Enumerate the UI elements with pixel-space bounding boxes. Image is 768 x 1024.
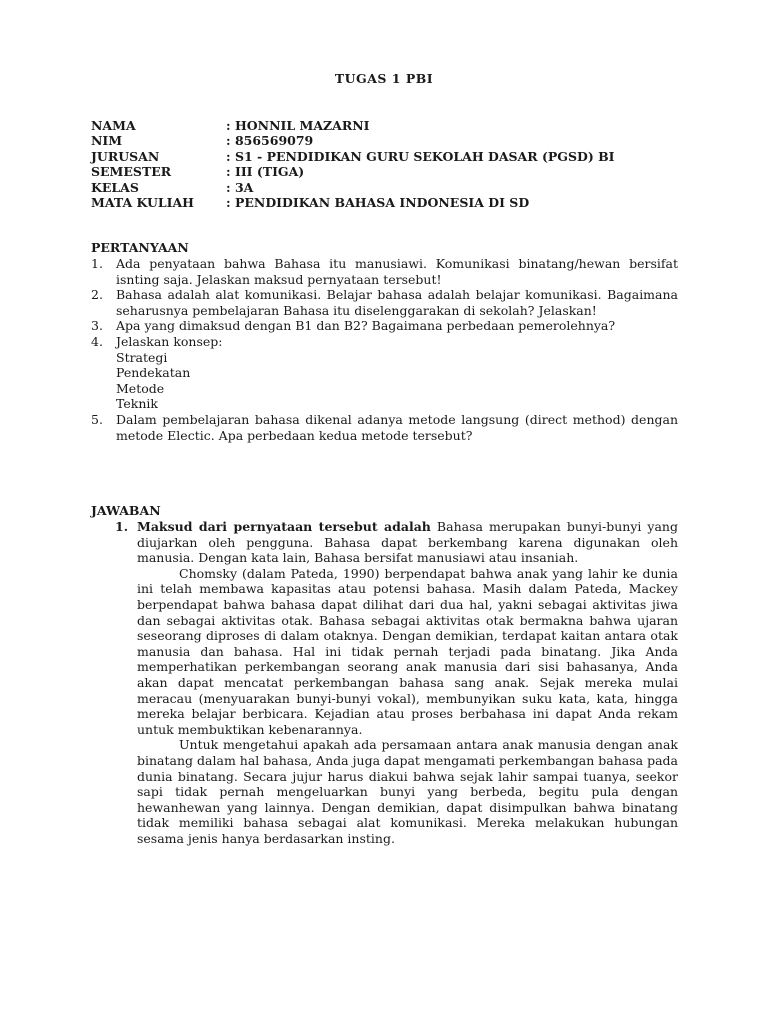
identity-row xyxy=(91,195,615,210)
identity-label: NAMA xyxy=(91,118,136,133)
question-text: Ada penyataan bahwa Bahasa itu manusiawi. Komunikasi binatang/hewan bersifat isnting saja. Jelaskan maksud pernyataan tersebut! xyxy=(116,256,678,287)
question-number: 2. xyxy=(91,287,103,303)
answer-item xyxy=(115,519,678,846)
identity-value: : HONNIL MAZARNI xyxy=(226,118,370,133)
question-text: Bahasa adalah alat komunikasi. Belajar bahasa adalah belajar komunikasi. Bagaimana seharusnya pembelajaran Bahasa itu diselenggarakan di sekolah? Jelaskan! xyxy=(116,287,678,318)
identity-value: : III (TIGA) xyxy=(226,164,305,180)
document-title: TUGAS 1 PBI xyxy=(334,71,434,86)
concept-item: Teknik xyxy=(116,396,158,412)
identity-value: : PENDIDIKAN BAHASA INDONESIA DI SD xyxy=(226,194,530,210)
identity-label: JURUSAN xyxy=(91,148,160,164)
answer-lead: Maksud dari pernyataan tersebut adalah xyxy=(137,519,431,534)
answer-first-text: Bahasa merupakan bunyi-bunyi yang diujarkan oleh pengguna. Bahasa dapat berkembang karena digunakan oleh manusia. Dengan kata lain, Bahasa bersifat manusiawi atau insaniah. xyxy=(137,519,678,566)
answer-list xyxy=(115,519,678,846)
identity-label: SEMESTER xyxy=(91,164,172,180)
answer-paragraph: Untuk mengetahui apakah ada persamaan antara anak manusia dengan anak binatang dalam hal bahasa, Anda juga dapat mengamati perkembangan bahasa pada dunia binatang. Secara jujur harus diakui bahwa sejak lahir sampai tuanya, seekor sapi tidak pernah mengeluarkan bunyi yang berbeda, begitu pula dengan hewanhewan yang lainnya. Dengan demikian, dapat disimpulkan bahwa binatang tidak memiliki bahasa sebagai alat komunikasi. Mereka melakukan hubungan sesama jenis hanya berdasarkan insting. xyxy=(137,737,678,846)
question-body xyxy=(116,334,678,412)
question-item xyxy=(91,256,678,287)
identity-label: KELAS xyxy=(91,179,139,195)
identity-label: NIM xyxy=(91,133,123,149)
question-list xyxy=(91,256,678,443)
answers-heading: JAWABAN xyxy=(91,503,161,518)
identity-value: : 856569079 xyxy=(226,133,314,149)
concept-item: Strategi xyxy=(116,349,168,365)
question-number: 1. xyxy=(91,256,103,271)
question-item xyxy=(91,287,678,318)
identity-row xyxy=(91,118,615,133)
question-item xyxy=(91,318,678,334)
identity-row xyxy=(91,180,615,195)
answer-first-paragraph xyxy=(137,519,678,565)
question-text: Dalam pembelajaran bahasa dikenal adanya metode langsung (direct method) dengan metode Electic. Apa perbedaan kedua metode tersebut? xyxy=(116,411,678,443)
question-number: 3. xyxy=(91,318,103,334)
question-text: Jelaskan konsep: xyxy=(116,333,223,349)
question-text: Apa yang dimaksud dengan B1 dan B2? Bagaimana perbedaan pemerolehnya? xyxy=(116,318,616,334)
identity-table xyxy=(91,118,615,210)
identity-row xyxy=(91,149,615,164)
question-item xyxy=(91,412,678,443)
questions-heading: PERTANYAAN xyxy=(91,240,189,255)
question-item xyxy=(91,334,678,412)
concept-item: Pendekatan xyxy=(116,365,191,381)
identity-value: : S1 - PENDIDIKAN GURU SEKOLAH DASAR (PGSD) BI xyxy=(226,148,615,164)
identity-value: : 3A xyxy=(226,179,254,195)
question-number: 5. xyxy=(91,411,103,427)
answer-number: 1. xyxy=(115,519,129,534)
question-number: 4. xyxy=(91,333,103,349)
concept-item: Metode xyxy=(116,380,165,396)
answer-body xyxy=(137,519,678,846)
identity-row xyxy=(91,133,615,148)
identity-label: MATA KULIAH xyxy=(91,194,194,210)
identity-row xyxy=(91,164,615,179)
answer-paragraph: Chomsky (dalam Pateda, 1990) berpendapat bahwa anak yang lahir ke dunia ini telah membawa kapasitas atau potensi bahasa. Masih dalam Pateda, Mackey berpendapat bahwa bahasa dapat dilihat dari dua hal, yakni sebagai aktivitas jiwa dan sebagai aktivitas otak. Bahasa sebagai aktivitas otak bermakna bahwa ujaran seseorang diproses di dalam otaknya. Dengan demikian, terdapat kaitan antara otak manusia dan bahasa. Hal ini tidak pernah terjadi pada binatang. Jika Anda memperhatikan perkembangan seorang anak manusia dari sisi bahasanya, Anda akan dapat mencatat perkembangan bahasa sang anak. Sejak mereka mulai meracau (menyuarakan bunyi-bunyi vokal), membunyikan suku kata, kata, hingga mereka belajar berbicara. Kejadian atau proses berbahasa ini dapat Anda rekam untuk membuktikan kebenarannya. xyxy=(137,565,678,737)
